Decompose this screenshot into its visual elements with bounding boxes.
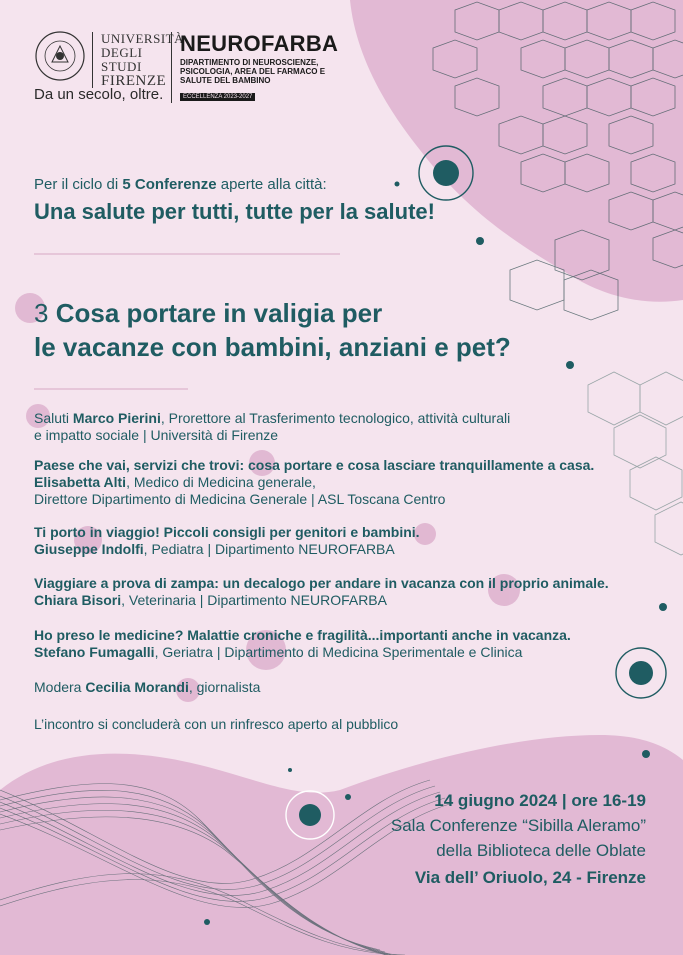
event-address: Via dell’ Oriuolo, 24 - Firenze [414,868,646,887]
talk-item-1: Paese che vai, servizi che trovi: cosa portare e cosa lasciare tranquillamente a casa. Elisabetta Alti, Medico di Medicina generale, Direttore Dipartimento di Medicina Generale | ASL Toscana Centro [34,457,654,508]
university-motto: Da un secolo, oltre. [34,86,164,103]
talk-title: Viaggiare a prova di zampa: un decalogo per andare in vacanza con il proprio animale. [34,575,609,591]
talk-title: Paese che vai, servizi che trovi: cosa portare e cosa lasciare tranquillamente a casa. [34,457,595,473]
series-highlight: 5 Conferenze [122,176,217,193]
event-venue-line1: Sala Conferenze “Sibilla Aleramo” [390,816,646,835]
conference-number: 3 [34,298,49,328]
department-logo [171,32,370,103]
talk-title: Ho preso le medicine? Malattie croniche e fragilità...importanti anche in vacanza. [34,627,571,643]
event-date-time: 14 giugno 2024 | ore 16-19 [434,791,646,810]
top-right-blob [350,0,683,302]
closing-note: L’incontro si concluderà con un rinfresco aperto al pubblico [34,716,399,732]
talk-item-3: Viaggiare a prova di zampa: un decalogo per andare in vacanza con il proprio animale. Chiara Bisori, Veterinaria | Dipartimento NEUROFARBA [34,575,654,609]
moderator: Modera Cecilia Morandi, giornalista [34,679,261,695]
talk-title: Ti porto in viaggio! Piccoli consigli per genitori e bambini. [34,524,420,540]
university-name: UNIVERSITÀ DEGLI STUDI FIRENZE [92,32,184,88]
talk-item-2: Ti porto in viaggio! Piccoli consigli per genitori e bambini. Giuseppe Indolfi, Pediatra | Dipartimento NEUROFARBA [34,524,654,558]
department-name: NEUROFARBA [180,31,339,56]
talk-item-4: Ho preso le medicine? Malattie croniche e fragilità...importanti anche in vacanza. Stefano Fumagalli, Geriatra | Dipartimento di Medicina Sperimentale e Clinica [34,627,654,661]
university-logo [34,30,184,89]
talk-speaker: Chiara Bisori [34,592,122,608]
department-description: DIPARTIMENTO DI NEUROSCIENZE, PSICOLOGIA, AREA DEL FARMACO E SALUTE DEL BAMBINO [180,58,326,85]
university-seal-icon [34,30,86,82]
greeting: Saluti Marco Pierini, Prorettore al Trasferimento tecnologico, attività culturali e impatto sociale | Università di Firenze [34,410,511,443]
series-intro: Per il ciclo di 5 Conferenze aperte alla città: [34,176,327,193]
department-badge: ECCELLENZA 2023-2027 [180,93,255,101]
conference-title: 3 Cosa portare in valigia per le vacanze con bambini, anziani e pet? [34,298,511,362]
event-venue-line2: della Biblioteca delle Oblate [436,841,646,860]
talk-speaker: Elisabetta Alti [34,474,127,490]
event-details [391,788,646,890]
series-title: Una salute per tutti, tutte per la salute! [34,199,435,224]
talk-speaker: Stefano Fumagalli [34,644,155,660]
talk-speaker: Giuseppe Indolfi [34,541,144,557]
